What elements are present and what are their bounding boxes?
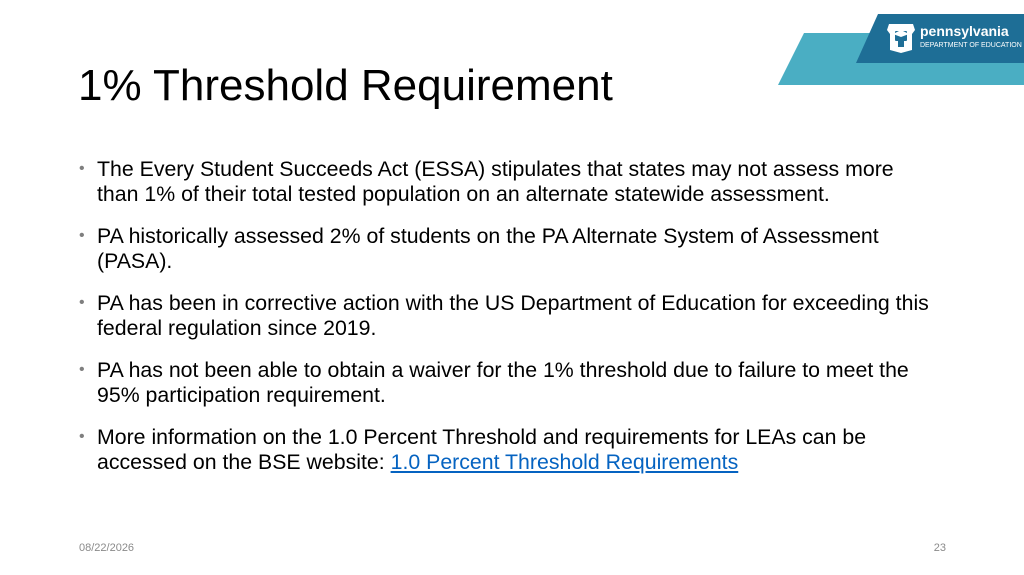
bullet-text: PA has been in corrective action with the US Department of Education for exceeding this federal regulation since 2019. bbox=[97, 291, 929, 340]
threshold-requirements-link[interactable]: 1.0 Percent Threshold Requirements bbox=[390, 449, 739, 474]
logo-name: pennsylvania bbox=[920, 23, 1009, 39]
bullet-list bbox=[78, 157, 938, 492]
bullet-text: More information on the 1.0 Percent Threshold and requirements for LEAs can be accessed on the BSE website: bbox=[97, 425, 867, 474]
bullet-item bbox=[78, 425, 938, 474]
bullet-dot: • bbox=[79, 361, 85, 378]
bullet-item bbox=[78, 224, 938, 273]
bullet-item bbox=[78, 358, 938, 407]
page-number: 23 bbox=[933, 542, 946, 554]
bullet-dot: • bbox=[79, 160, 85, 177]
bullet-dot: • bbox=[79, 294, 85, 311]
bullet-text: PA has not been able to obtain a waiver for the 1% threshold due to failure to meet the 95% participation requirement. bbox=[97, 358, 909, 407]
bullet-text: The Every Student Succeeds Act (ESSA) stipulates that states may not assess more than 1% of their total tested population on an alternate statewide assessment. bbox=[97, 157, 894, 206]
bullet-dot: • bbox=[79, 428, 85, 445]
slide-title: 1% Threshold Requirement bbox=[78, 61, 613, 110]
bullet-text: PA historically assessed 2% of students on the PA Alternate System of Assessment (PASA). bbox=[97, 224, 879, 273]
bullet-item bbox=[78, 291, 938, 340]
keystone-icon bbox=[886, 22, 916, 54]
bullet-item bbox=[78, 157, 938, 206]
footer-date: 08/22/2026 bbox=[79, 542, 135, 554]
bullet-dot: • bbox=[79, 227, 85, 244]
logo-subtitle: DEPARTMENT OF EDUCATION bbox=[920, 42, 1022, 49]
